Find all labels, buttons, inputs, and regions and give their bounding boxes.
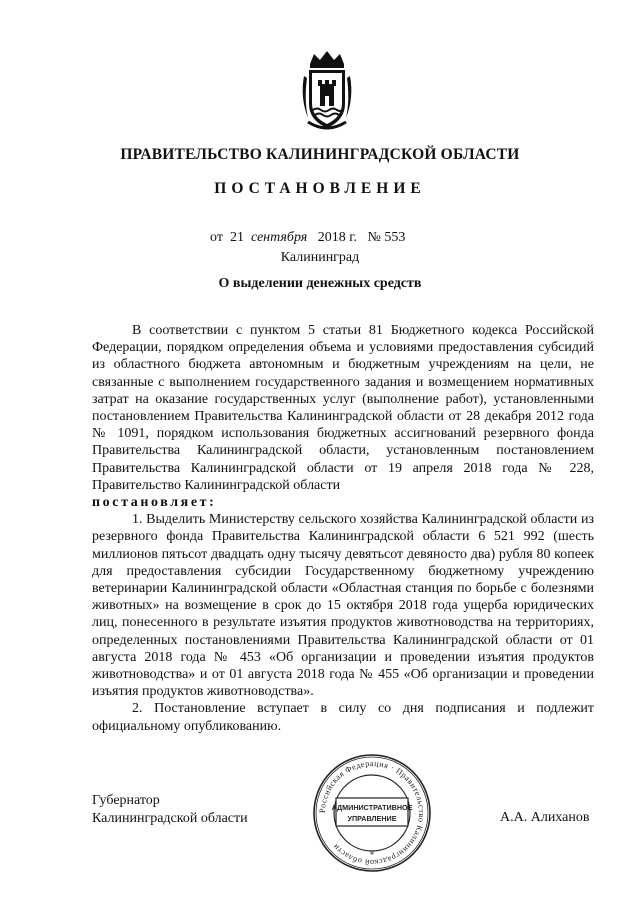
government-title: ПРАВИТЕЛЬСТВО КАЛИНИНГРАДСКОЙ ОБЛАСТИ [120, 146, 520, 163]
official-seal-icon [311, 752, 433, 874]
document-body [92, 322, 594, 735]
date-day: 21 [229, 230, 244, 245]
stamp-center-line2: УПРАВЛЕНИЕ [347, 814, 397, 823]
date-prefix: от [210, 230, 223, 245]
document-type: ПОСТАНОВЛЕНИЕ [214, 180, 426, 197]
decree-paragraph [92, 494, 594, 511]
date-month: сентября [250, 230, 308, 245]
item-1-paragraph: 1. Выделить Министерству сельского хозяйства Калининградской области из резервного фонда Правительства Калининградской области 6 521 992 (шесть миллионов пятьсот двадцать одну тысячу девятьсот девяносто два) рубля 80 копеек для предоставления субсидии Государственному бюджетному учреждению ветеринарии Калининградской области «Областная станция по борьбе с болезнями животных» на возмещение в срок до 15 октября 2018 года ущерба юридических лиц, понесенного в результате изъятия продуктов животноводства на территориях, определенных постановлениями Правительства Калининградской области от 01 августа 2018 года № 453 «Об организации и проведении изъятия продуктов животноводства» и от 01 августа 2018 года № 455 «Об организации и проведении изъятия продуктов животноводства». [92, 512, 594, 700]
document-subject: О выделении денежных средств [218, 276, 422, 291]
decree-word: постановляет: [92, 495, 217, 511]
preamble-paragraph: В соответствии с пунктом 5 статьи 81 Бюджетного кодекса Российской Федерации, порядком определения объема и условиями предоставления субсидий из областного бюджета автономным и бюджетным учреждениям на цели, не связанные с выполнением государственного задания и возмещением нормативных затрат на оказание государственных услуг (выполнение работ), установленными постановлением Правительства Калининградской области от 28 декабря 2012 года № 1091, порядком использования бюджетных ассигнований резервного фонда Правительства Калининградской области, установленным постановлением Правительства Калининградской области от 19 апреля 2018 года № 228, Правительство Калининградской области [92, 323, 594, 493]
coat-of-arms-icon [298, 48, 356, 132]
date-year: 2018 г. [317, 230, 357, 245]
stamp-center-line1: АДМИНИСТРАТИВНОЕ [331, 803, 413, 812]
stamp-ring-text: Российская Федерация · Правительство Калининградской области [317, 758, 427, 868]
signer-position [92, 792, 248, 827]
signer-name: А.А. Алиханов [500, 810, 590, 825]
number-sign: № [367, 230, 381, 245]
signer-position-line2: Калининградской области [92, 810, 248, 826]
stamp-star-icon: * [369, 850, 375, 860]
date-number-line [210, 230, 405, 246]
city: Калининград [280, 250, 360, 265]
signer-position-line1: Губернатор [92, 793, 160, 808]
item-2-paragraph: 2. Постановление вступает в силу со дня подписания и подлежит официальному опубликованию. [92, 701, 594, 734]
document-number: 553 [384, 230, 406, 245]
